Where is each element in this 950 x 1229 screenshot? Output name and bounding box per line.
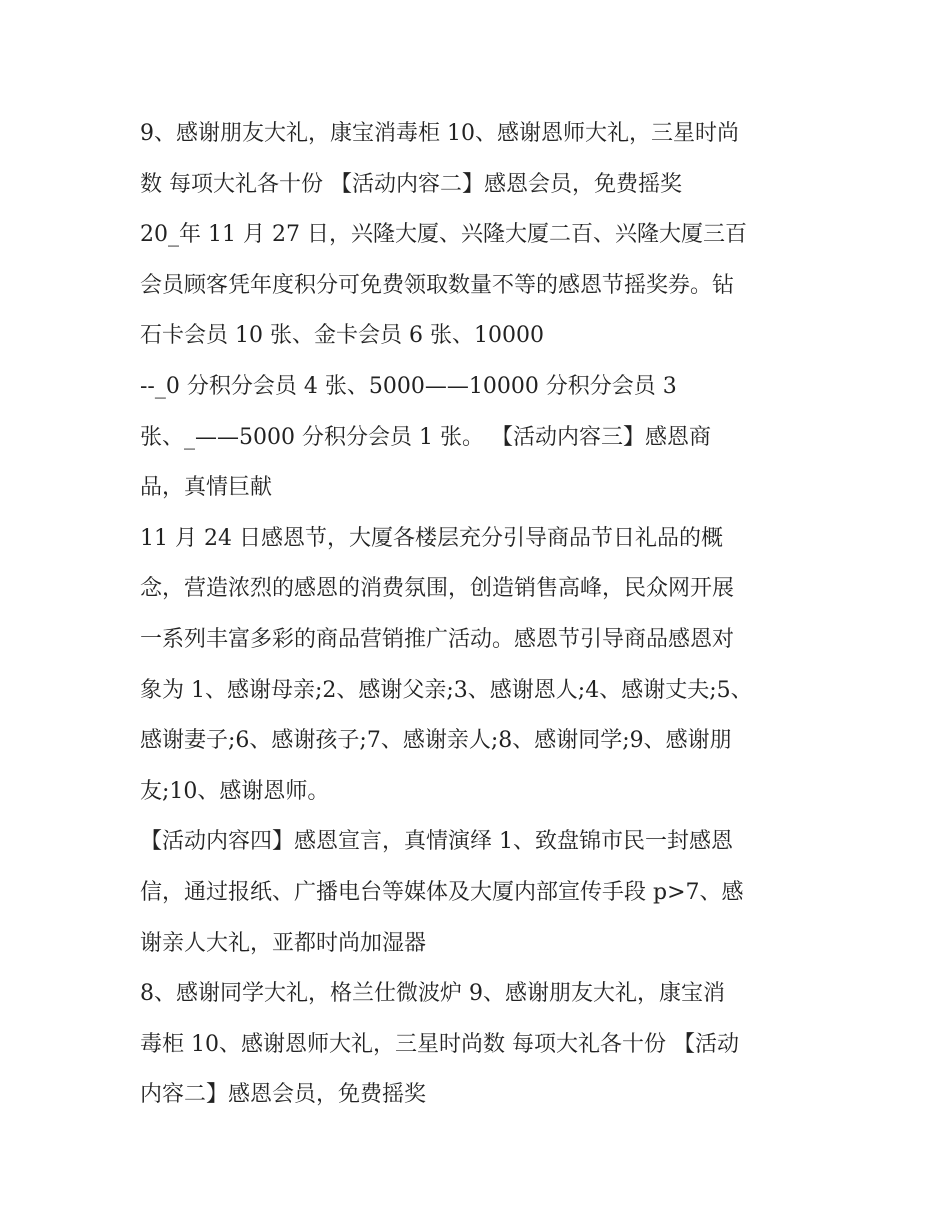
text-line: 数 每项大礼各十份 【活动内容二】感恩会员，免费摇奖 [140, 171, 682, 197]
text-line: 感谢妻子;6、感谢孩子;7、感谢亲人;8、感谢同学;9、感谢朋 [140, 728, 732, 754]
text-line: 8、感谢同学大礼，格兰仕微波炉 9、感谢朋友大礼，康宝消 [140, 981, 725, 1007]
text-line: 张、_——5000 分积分会员 1 张。 【活动内容三】感恩商 [140, 424, 711, 450]
text-line: 念，营造浓烈的感恩的消费氛围，创造销售高峰，民众网开展 [140, 576, 735, 602]
text-line: 内容二】感恩会员，免费摇奖 [140, 1082, 427, 1108]
text-line: 会员顾客凭年度积分可免费领取数量不等的感恩节摇奖券。钻 [140, 272, 735, 298]
text-line: 象为 1、感谢母亲;2、感谢父亲;3、感谢恩人;4、感谢丈夫;5、 [140, 677, 753, 703]
text-line: 20_年 11 月 27 日，兴隆大厦、兴隆大厦二百、兴隆大厦三百 [140, 222, 747, 248]
text-line: 【活动内容四】感恩宣言，真情演绎 1、致盘锦市民一封感恩 [140, 829, 733, 855]
document-body [140, 109, 820, 1121]
text-line: 石卡会员 10 张、金卡会员 6 张、10000 [140, 323, 544, 349]
text-line: 信，通过报纸、广播电台等媒体及大厦内部宣传手段 p>7、感 [140, 879, 744, 905]
text-line: 9、感谢朋友大礼，康宝消毒柜 10、感谢恩师大礼，三星时尚 [140, 121, 739, 146]
text-line: 11 月 24 日感恩节，大厦各楼层充分引导商品节日礼品的概 [140, 525, 723, 551]
text-line: 谢亲人大礼，亚都时尚加湿器 [140, 930, 427, 956]
text-line: 品，真情巨献 [140, 475, 273, 501]
text-line: 一系列丰富多彩的商品营销推广活动。感恩节引导商品感恩对 [140, 626, 735, 652]
text-line: 毒柜 10、感谢恩师大礼，三星时尚数 每项大礼各十份 【活动 [140, 1031, 739, 1057]
text-line: 友;10、感谢恩师。 [140, 778, 330, 804]
text-line: --_0 分积分会员 4 张、5000——10000 分积分会员 3 [140, 373, 677, 399]
